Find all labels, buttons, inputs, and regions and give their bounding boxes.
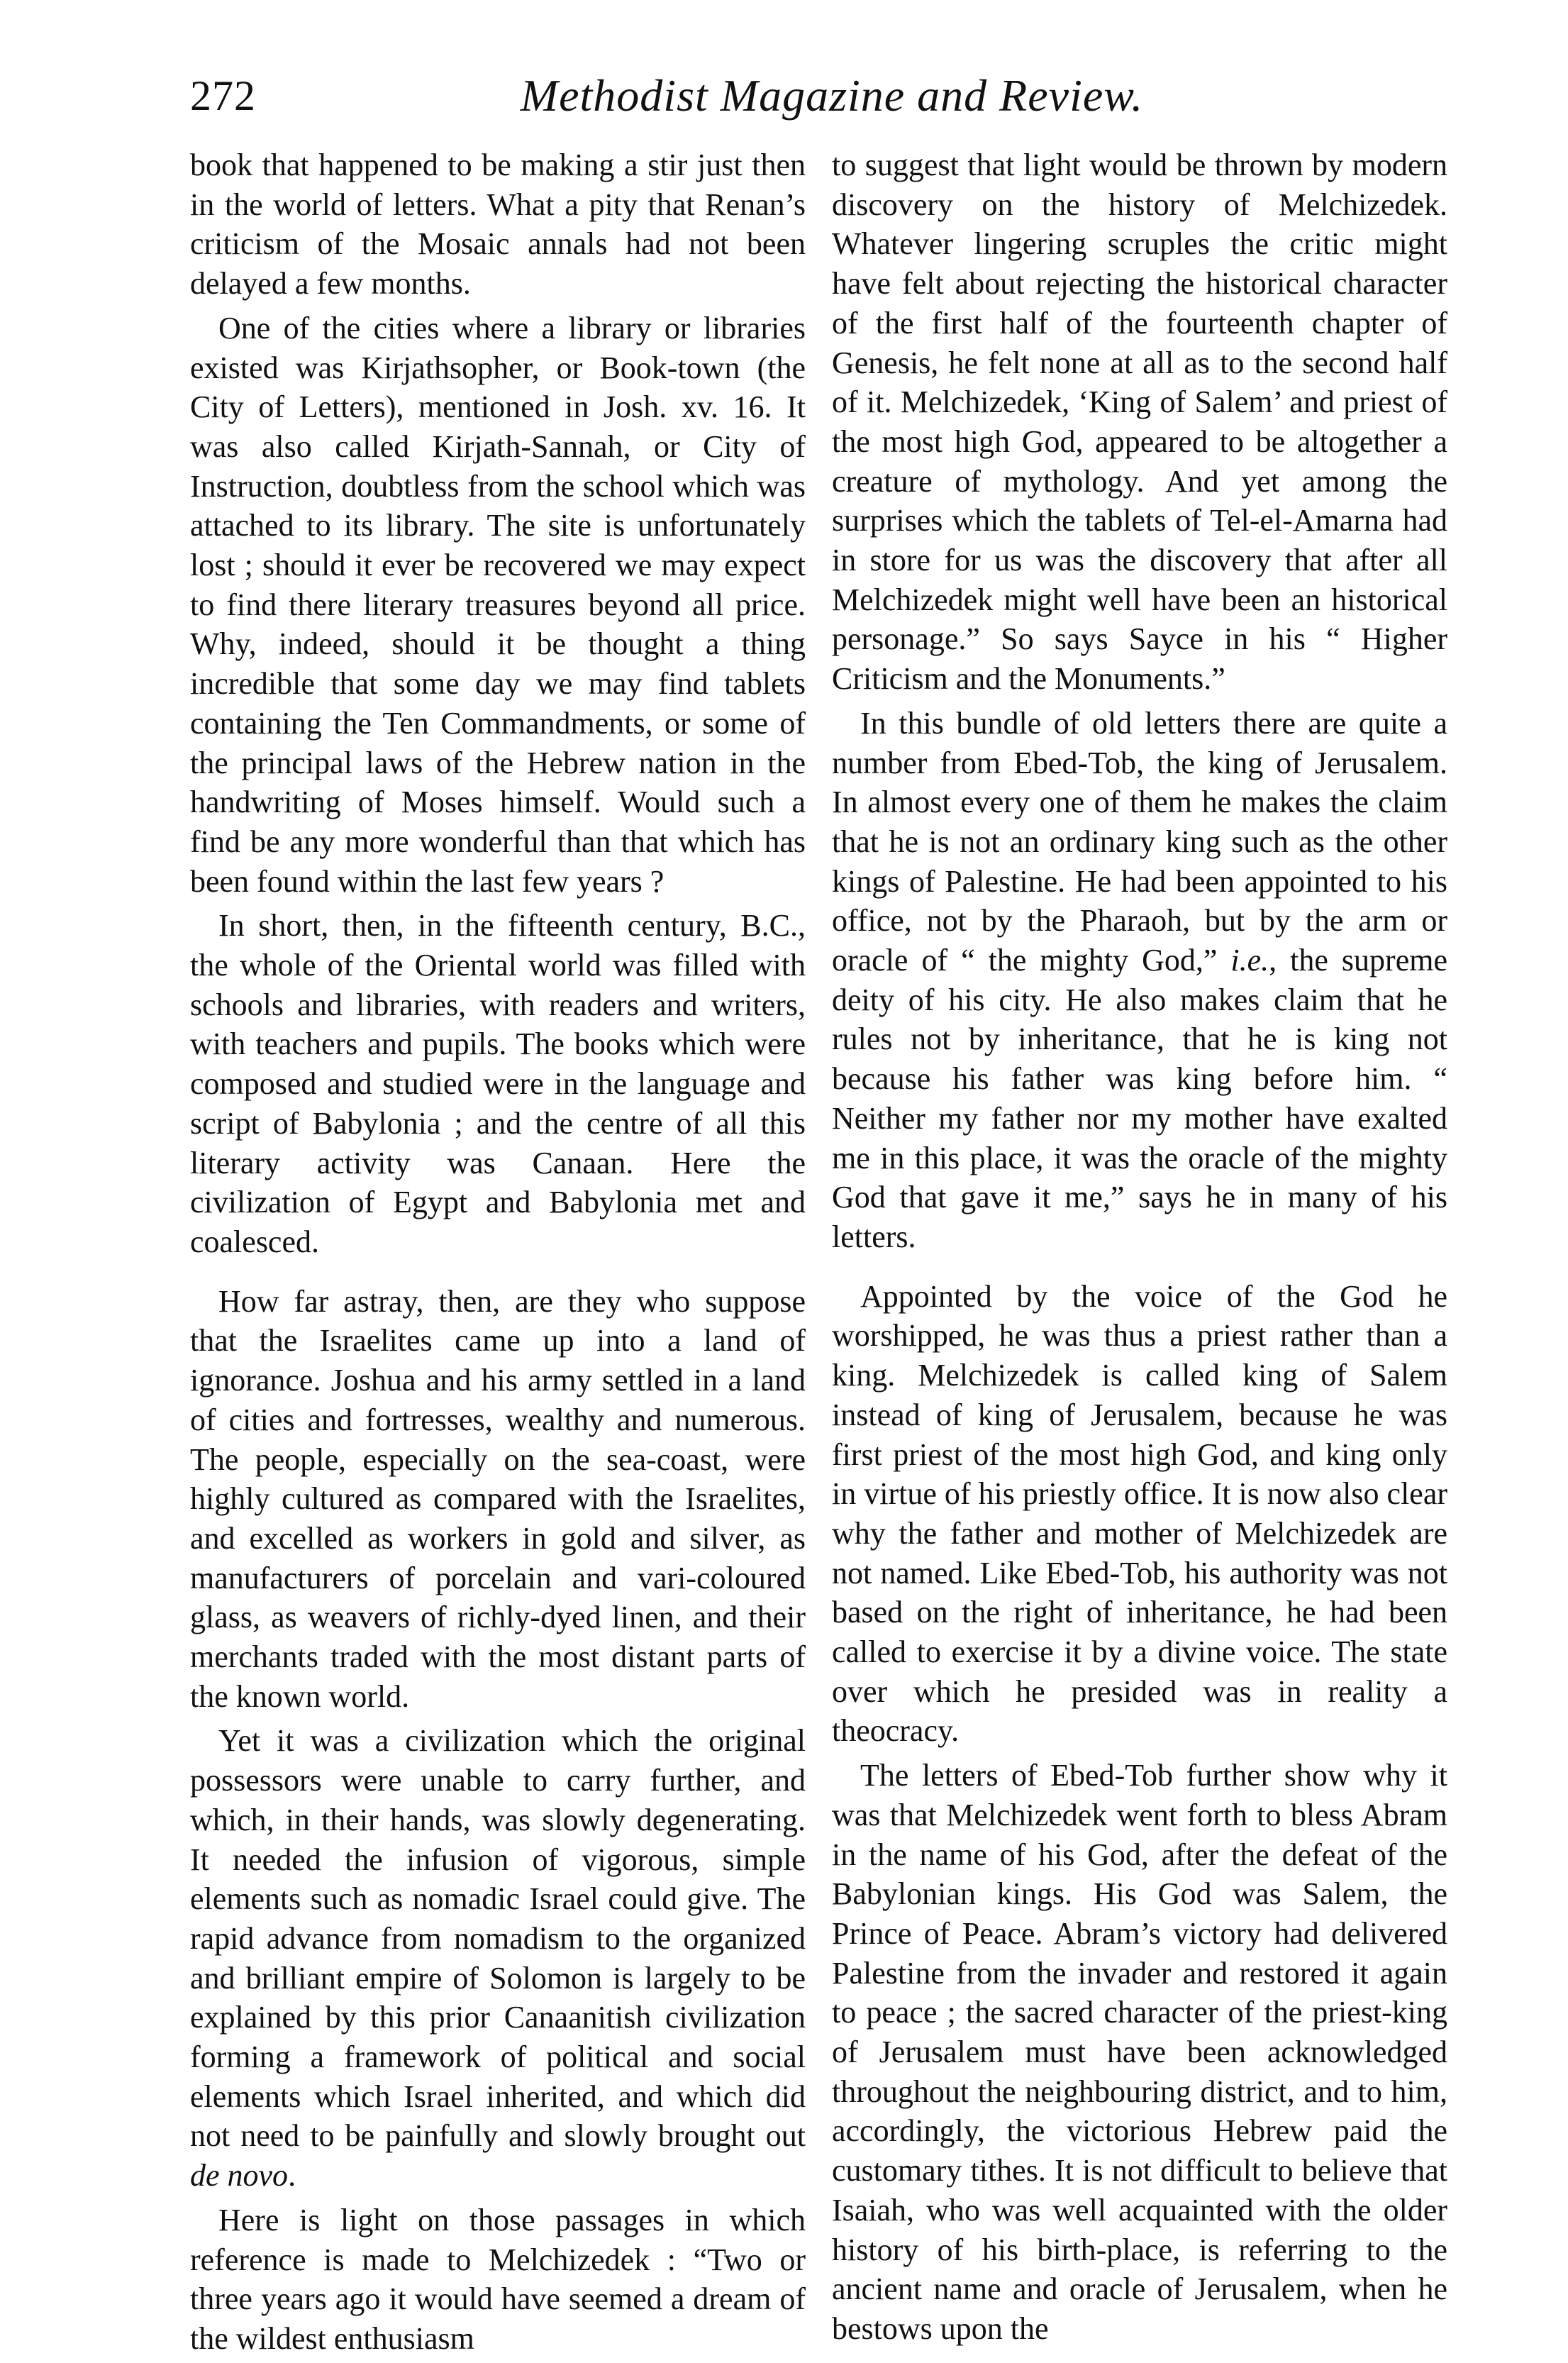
italic-phrase: de novo	[190, 2158, 289, 2193]
paragraph: Here is light on those passages in which reference is made to Melchizedek : “Two or three years ago it would have seemed a dream of the wildest enthusiasm	[190, 2202, 806, 2356]
paragraph-text-end: , the supreme deity of his city. He also makes claim that he rules not by inheritance, that he is king not because his father was king before him. “ Neither my father nor my mother have exalted me in this place, it was the oracle of the mighty God that gave it me,” says he in many of his letters.	[832, 943, 1447, 1254]
paragraph: In short, then, in the fifteenth century, B.C., the whole of the Oriental world was filled with schools and libraries, with readers and writers, with teachers and pupils. The books which were composed and studied were in the language and script of Babylonia ; and the centre of all this literary activity was Canaan. Here the civilization of Egypt and Babylonia met and coalesced.	[190, 908, 806, 1259]
paragraph: One of the cities where a library or libraries existed was Kirjathsopher, or Book-town (the City of Letters), mentioned in Josh. xv. 16. It was also called Kirjath-Sannah, or City of Instruction, doubtless from the school which was attached to its library. The site is unfortunately lost ; should it ever be recovered we may expect to find there literary treasures beyond all price. Why, indeed, should it be thought a thing incredible that some day we may find tablets containing the Ten Commandments, or some of the principal laws of the Hebrew nation in the handwriting of Moses himself. Would such a find be any more wonderful than that which has been found within the last few years ?	[190, 310, 806, 899]
page-header	[190, 67, 1474, 124]
paragraph-text: Yet it was a civilization which the original possessors were unable to carry further, and which, in their hands, was slowly degenerating. It needed the infusion of vigorous, simple elements such as nomadic Israel could give. The rapid advance from nomadism to the organized and brilliant empire of Solomon is largely to be explained by this prior Canaanitish civilization forming a framework of political and social elements which Israel inherited, and which did not need to be painfully and slowly brought out	[190, 1723, 806, 2154]
page-number: 272	[190, 72, 256, 119]
paragraph-text: In this bundle of old letters there are quite a number from Ebed-Tob, the king of Jerusalem. In almost every one of them he makes the claim that he is not an ordinary king such as the other kings of Palestine. He had been appointed to his office, not by the Pharaoh, but by the arm or oracle of “ the mighty God,”	[832, 705, 1447, 978]
paragraph: Appointed by the voice of the God he worshipped, he was thus a priest rather than a king. Melchizedek is called king of Salem instead of king of Jerusalem, because he was first priest of the most high God, and king only in virtue of his priestly office. It is now also clear why the father and mother of Melchizedek are not named. Like Ebed-Tob, his authority was not based on the right of inheritance, he had been called to exercise it by a divine voice. The state over which he presided was in reality a theocracy.	[832, 1278, 1447, 1749]
paragraph	[832, 704, 1447, 1257]
running-title: Methodist Magazine and Review.	[520, 70, 1144, 121]
paragraph	[190, 1721, 806, 2195]
right-column	[832, 145, 1447, 2349]
paragraph-text-end: .	[288, 2158, 296, 2193]
paragraph: How far astray, then, are they who suppose that the Israelites came up into a land of ignorance. Joshua and his army settled in a land of cities and fortresses, wealthy and numerous. The people, especially on the sea-coast, were highly cultured as compared with the Israelites, and excelled as workers in gold and silver, as manufacturers of porcelain and vari-coloured glass, as weavers of richly-dyed linen, and their merchants traded with the most distant parts of the known world.	[190, 1283, 806, 1714]
paragraph: The letters of Ebed-Tob further show why it was that Melchizedek went forth to bless Abram in the name of his God, after the defeat of the Babylonian kings. His God was Salem, the Prince of Peace. Abram’s victory had delivered Palestine from the invader and restored it again to peace ; the sacred character of the priest-king of Jerusalem must have been acknowledged throughout the neighbouring district, and to him, accordingly, the victorious Hebrew paid the customary tithes. It is not difficult to believe that Isaiah, who was well acquainted with the older history of his birth-place, is referring to the ancient name and oracle of Jerusalem, when he bestows upon the	[832, 1758, 1447, 2346]
paragraph: to suggest that light would be thrown by modern discovery on the history of Melchizedek. Whatever lingering scruples the critic might have felt about rejecting the historical character of the first half of the fourteenth chapter of Genesis, he felt none at all as to the second half of it. Melchizedek, ‘King of Salem’ and priest of the most high God, appeared to be altogether a creature of mythology. And yet among the surprises which the tablets of Tel-el-Amarna had in store for us was the discovery that after all Melchizedek might well have been an historical personage.” So says Sayce in his “ Higher Criticism and the Monuments.”	[832, 148, 1447, 697]
left-column	[190, 145, 806, 2359]
paragraph: book that happened to be making a stir just then in the world of letters. What a pity that Renan’s criticism of the Mosaic annals had not been delayed a few months.	[190, 148, 806, 301]
italic-phrase: i.e.	[1230, 943, 1269, 978]
